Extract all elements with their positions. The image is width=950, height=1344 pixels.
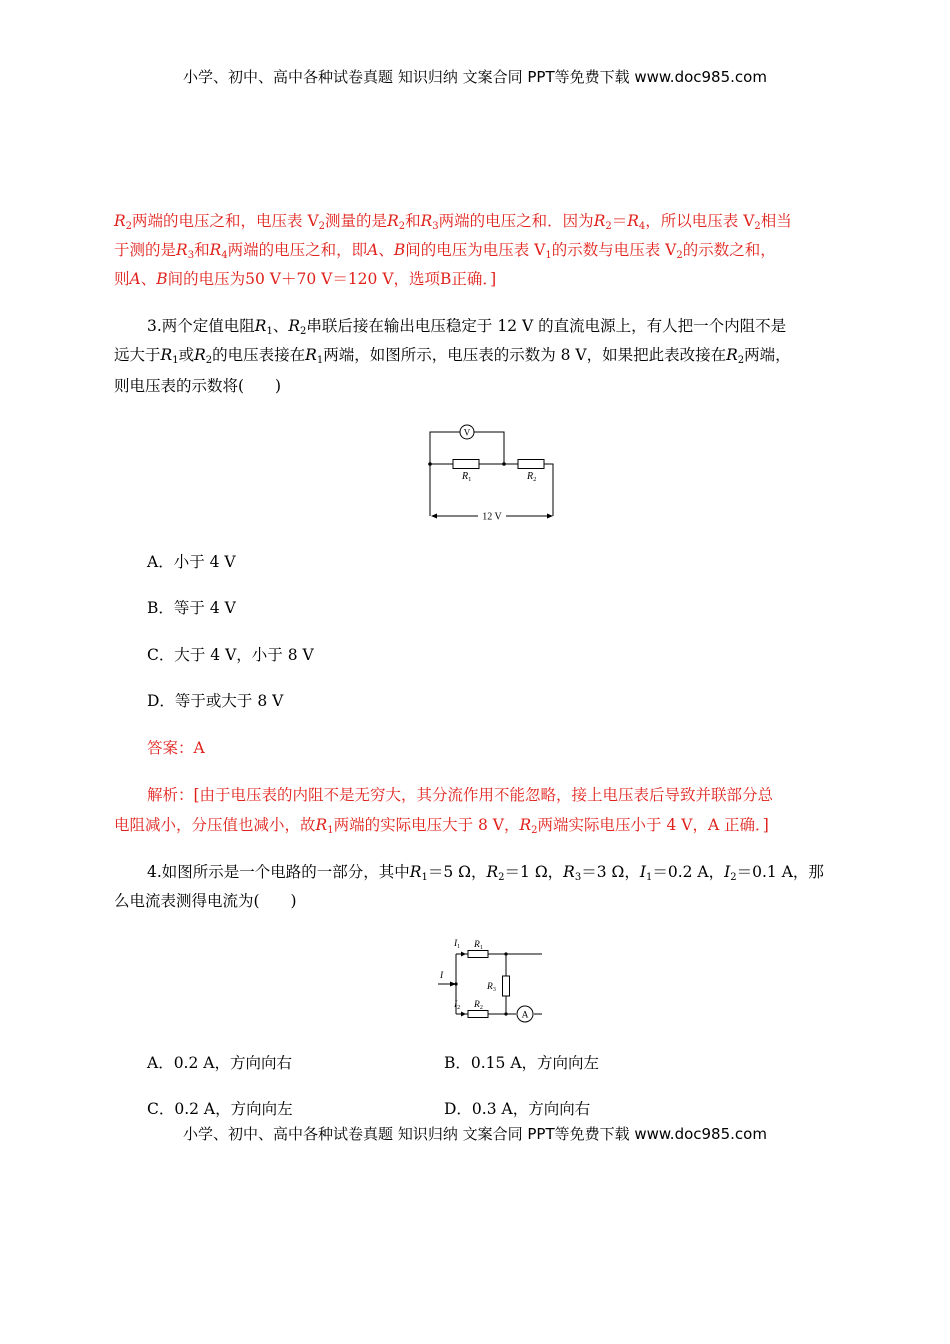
i-label: I — [440, 971, 444, 981]
junction-dot — [454, 982, 457, 985]
resistor-r1 — [453, 460, 479, 469]
arrowhead-right — [547, 514, 553, 519]
q3-stem-line-2: 远大于$R_1$或$R_2$的电压表接在$R_1$两端，如图所示，电压表的示数为 8 V，如果把此表改接在$R_2$两端， — [114, 346, 791, 366]
i2-label: $I_2$ — [454, 1000, 461, 1011]
source-label: 12 V — [482, 511, 502, 523]
junction-dot — [428, 462, 432, 466]
resistor-r3 — [503, 976, 510, 996]
q4-option-d: D．0.3 A，方向向右 — [444, 1100, 591, 1118]
q4-circuit-figure — [436, 934, 548, 1026]
q3-answer: 答案：A — [147, 739, 205, 757]
i1-label: $I_1$ — [454, 939, 461, 950]
q3-option-b: B．等于 4 V — [147, 599, 236, 617]
prev-explanation-line-1: $R_2$两端的电压之和，电压表 $V_2$测量的是$R_2$和$R_3$两端的电压之和．因为$R_2=R_4$，所以电压表 $V_2$相当 — [114, 212, 792, 232]
r2-label: $R_2$ — [474, 1000, 483, 1011]
prev-explanation-line-3: 则A、B间的电压为50 V＋70 V＝120 V，选项B正确．] — [114, 270, 497, 288]
footer-banner: 小学、初中、高中各种试卷真题 知识归纳 文案合同 PPT等免费下载 www.doc985.com — [183, 1125, 767, 1143]
arrowhead-left — [431, 514, 437, 519]
q3-explanation-line-2: 电阻减小，分压值也减小，故$R_1$两端的实际电压大于 8 V，$R_2$两端实际电压小于 4 V，A 正确．] — [114, 816, 769, 836]
junction-dot — [504, 952, 507, 955]
current-arrow-i1 — [461, 952, 466, 957]
junction-dot — [502, 462, 506, 466]
ammeter-label: A — [521, 1010, 529, 1021]
q4-option-c: C．0.2 A，方向向左 — [147, 1100, 293, 1118]
prev-explanation-line-2: 于测的是$R_3$和$R_4$两端的电压之和，即A、B间的电压为电压表 $V_1$的示数与电压表 $V_2$的示数之和， — [114, 241, 776, 261]
r1-label: $R_1$ — [462, 471, 472, 483]
q4-stem-line-2: 么电流表测得电流为( ) — [114, 892, 297, 910]
q4-stem-line-1: 4.如图所示是一个电路的一部分，其中$R_1=5$ Ω，$R_2=1$ Ω，$R_3=3$ Ω，$I_1=0.2$ A，$I_2=0.1$ A，那 — [147, 863, 824, 883]
q3-circuit-figure — [420, 422, 565, 524]
r2-label: $R_2$ — [527, 471, 537, 483]
q3-option-c: C．大于 4 V，小于 8 V — [147, 646, 314, 664]
junction-dot — [504, 1012, 507, 1015]
r3-label: $R_3$ — [487, 982, 496, 993]
resistor-r2 — [468, 1011, 488, 1018]
q3-option-d: D．等于或大于 8 V — [147, 692, 284, 710]
resistor-r2 — [518, 460, 544, 469]
resistor-r1 — [468, 951, 488, 958]
voltmeter-label: V — [463, 427, 471, 438]
q4-option-b: B．0.15 A，方向向左 — [444, 1054, 600, 1072]
q3-stem-line-3: 则电压表的示数将( ) — [114, 377, 282, 395]
q4-option-a: A．0.2 A，方向向右 — [147, 1054, 292, 1072]
r1-label: $R_1$ — [474, 940, 483, 951]
q3-explanation-line-1: 解析：[由于电压表的内阻不是无穷大，其分流作用不能忽略，接上电压表后导致并联部分总 — [147, 786, 774, 804]
q3-option-a: A．小于 4 V — [147, 553, 236, 571]
header-banner: 小学、初中、高中各种试卷真题 知识归纳 文案合同 PPT等免费下载 www.doc985.com — [183, 68, 767, 86]
current-arrow-i2 — [461, 1012, 466, 1017]
q3-stem-line-1: 3.两个定值电阻$R_1$、$R_2$串联后接在输出电压稳定于 12 V 的直流电源上，有人把一个内阻不是 — [147, 317, 787, 337]
wire — [544, 464, 553, 516]
